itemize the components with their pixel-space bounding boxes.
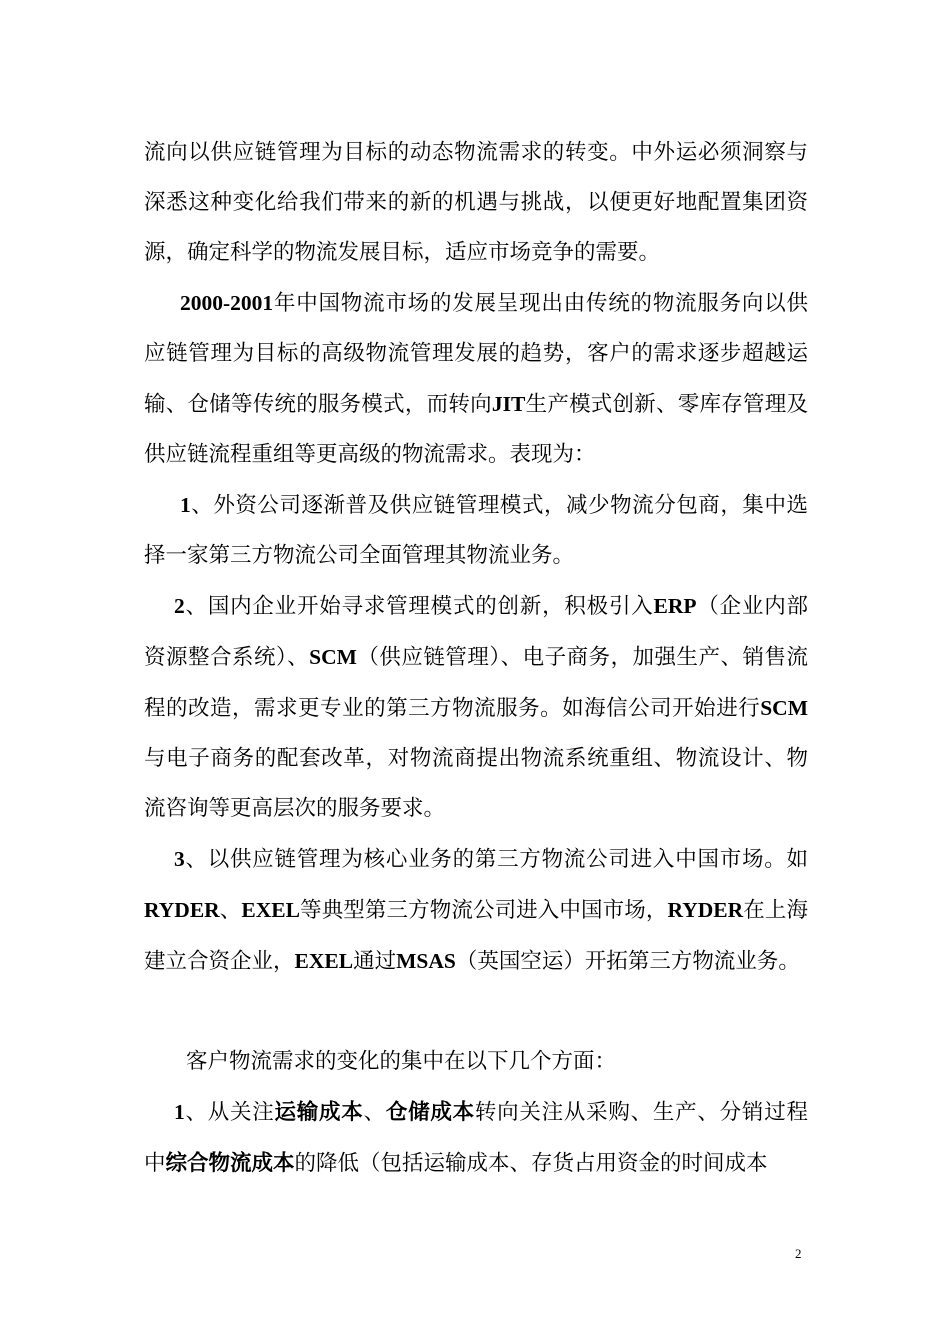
text-run: 、以供应链管理为核心业务的第三方物流公司进入中国市场。如 — [184, 847, 808, 872]
text-run: 、 — [219, 898, 242, 923]
text-run: 的降低（包括运输成本、存货占用资金的时间成本 — [294, 1151, 768, 1176]
page-number: 2 — [795, 1246, 802, 1261]
text-run: 2000-2001 — [180, 291, 274, 315]
text-run: 转向关注从采购、生产、分销过程中 — [144, 1100, 808, 1176]
text-run: 通过 — [353, 949, 397, 974]
text-run: 、从关注 — [184, 1100, 275, 1125]
text-run: （企业内部资源整合系统）、 — [144, 594, 808, 670]
blank-line — [144, 987, 808, 1037]
list-number: 3 — [174, 847, 185, 871]
text-run: RYDER — [144, 898, 220, 922]
paragraph-2 — [144, 278, 808, 480]
text-run: 在上海建立合资企业， — [144, 898, 808, 974]
list-item-2 — [144, 581, 808, 834]
text-run: 流向以供应链管理为目标的动态物流需求的转变。中外运必须洞察与深悉这种变化给我们带来的新的机遇与挑战，以便更好地配置集团资源，确定科学的物流发展目标，适应市场竞争的需要。 — [144, 140, 808, 265]
list-number: 1 — [180, 493, 191, 517]
emphasis-text: 综合物流成本 — [165, 1151, 295, 1175]
text-run: SCM — [309, 645, 357, 669]
text-run: EXEL — [294, 949, 354, 973]
text-run: （英国空运）开拓第三方物流业务。 — [455, 949, 800, 974]
list-item-1 — [144, 480, 808, 581]
list-number: 1 — [174, 1100, 185, 1124]
text-run: （供应链管理）、电子商务，加强生产、销售流程的改造，需求更专业的第三方物流服务。如海信公司开始进行 — [144, 645, 808, 721]
text-run: JIT — [491, 392, 526, 416]
paragraph-1 — [144, 128, 808, 278]
text-run: EXEL — [241, 898, 300, 922]
text-run: 、外资公司逐渐普及供应链管理模式，减少物流分包商，集中选择一家第三方物流公司全面管理其物流业务。 — [144, 493, 808, 568]
text-run: 年中国物流市场的发展呈现出由传统的物流服务向以供应链管理为目标的高级物流管理发展的趋势，客户的需求逐步超越运输、仓储等传统的服务模式，而转向 — [144, 291, 808, 417]
text-run: 等典型第三方物流公司进入中国市场， — [299, 898, 668, 923]
paragraph-6 — [144, 1037, 808, 1087]
text-run: 客户物流需求的变化的集中在以下几个方面： — [186, 1049, 617, 1074]
list-item-3 — [144, 834, 808, 987]
text-run: ERP — [653, 594, 697, 618]
text-run: RYDER — [667, 898, 744, 922]
text-run: MSAS — [396, 949, 456, 973]
emphasis-text: 仓储成本 — [385, 1100, 475, 1124]
list-number: 2 — [174, 594, 185, 618]
text-run: 与电子商务的配套改革，对物流商提出物流系统重组、物流设计、物流咨询等更高层次的服务要求。 — [144, 746, 808, 821]
text-run: 生产模式创新、零库存管理及供应链流程重组等更高级的物流需求。表现为： — [144, 392, 808, 467]
text-run: 、 — [363, 1100, 386, 1125]
page-body — [144, 128, 808, 1189]
text-run: 、国内企业开始寻求管理模式的创新，积极引入 — [184, 594, 654, 619]
list-item-4 — [144, 1087, 808, 1189]
emphasis-text: 运输成本 — [274, 1100, 364, 1124]
text-run: SCM — [760, 696, 808, 720]
